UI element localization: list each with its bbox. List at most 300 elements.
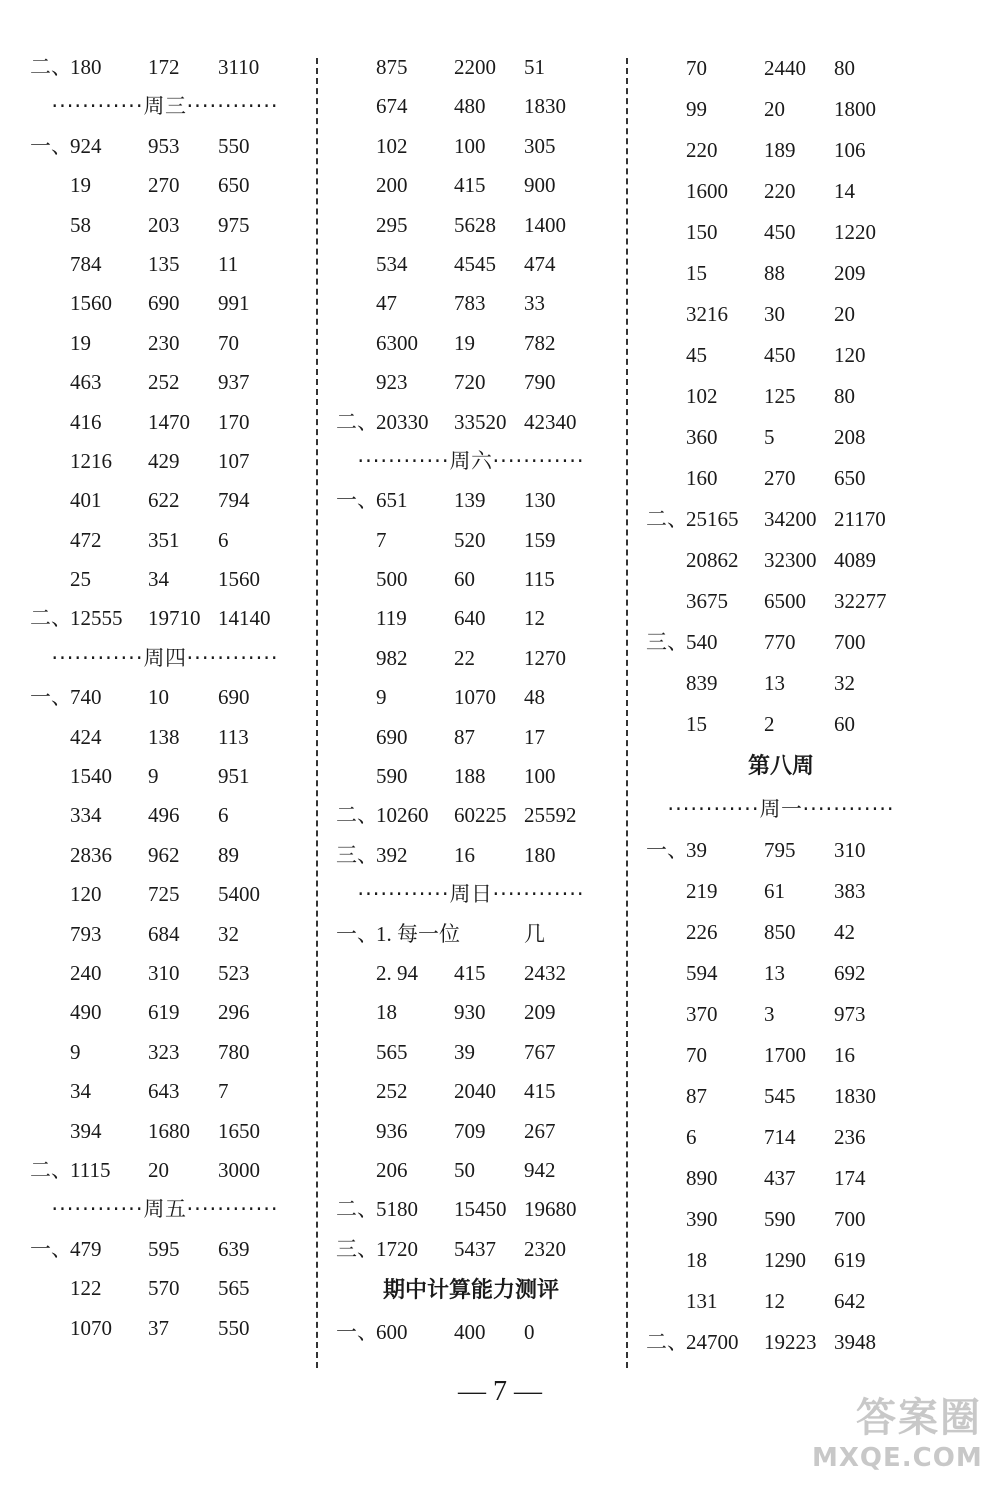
answer-value: 34200 (764, 507, 817, 531)
answer-value: 2320 (524, 1236, 566, 1261)
answer-value: 13 (764, 961, 785, 985)
answer-value: 3110 (218, 55, 260, 79)
answer-value: 295 (376, 212, 408, 237)
answer-value: 172 (148, 55, 180, 79)
answer-row (336, 87, 606, 126)
answer-value: 550 (218, 1315, 250, 1340)
answer-value: 474 (524, 251, 556, 276)
answer-value: 565 (218, 1276, 250, 1301)
dotted-leader: ············ (357, 448, 450, 473)
answer-value: 22 (454, 645, 475, 670)
page-footer: — 7 — (458, 1376, 542, 1407)
answer-row (646, 953, 916, 994)
answer-value: 3675 (686, 589, 728, 613)
answer-value: 1115 (70, 1157, 111, 1182)
answer-value: 7 (218, 1079, 229, 1104)
answer-value: 20862 (686, 548, 739, 572)
answer-value: 4545 (454, 251, 496, 276)
answer-value: 429 (148, 448, 180, 473)
answer-value: 6 (218, 527, 229, 552)
answer-row (30, 1151, 300, 1190)
answer-value: 684 (148, 921, 180, 946)
answer-value: 30 (764, 302, 785, 326)
answer-value: 12 (524, 606, 545, 631)
answer-value: 5437 (454, 1236, 496, 1261)
answer-value: 924 (70, 133, 102, 158)
answer-value: 650 (834, 466, 866, 490)
answer-value: 305 (524, 133, 556, 158)
answer-value: 565 (376, 1039, 408, 1064)
answer-value: 5400 (218, 882, 260, 907)
answer-row (30, 206, 300, 245)
answer-row (336, 403, 606, 442)
answer-value: 1830 (834, 1084, 876, 1108)
answer-value: 930 (454, 1000, 486, 1025)
section-label: 二、 (336, 803, 378, 828)
answer-row (646, 89, 916, 130)
day-separator (336, 875, 606, 914)
answer-value: 923 (376, 370, 408, 395)
answer-value: 2040 (454, 1079, 496, 1104)
answer-row (336, 481, 606, 520)
answer-value: 14 (834, 179, 855, 203)
answer-row (646, 1076, 916, 1117)
column-divider (626, 58, 628, 1368)
answer-row (646, 130, 916, 171)
answer-row (30, 757, 300, 796)
answer-row (30, 1112, 300, 1151)
answer-row (30, 245, 300, 284)
answer-row (336, 599, 606, 638)
answer-value: 203 (148, 212, 180, 237)
answer-value: 463 (70, 370, 102, 395)
answer-value: 24700 (686, 1330, 739, 1354)
answer-row (646, 212, 916, 253)
answer-value: 600 (376, 1320, 408, 1345)
answer-value: 119 (376, 606, 407, 631)
watermark-logo (812, 1386, 982, 1474)
answer-value: 139 (454, 488, 486, 513)
answer-value: 39 (454, 1039, 475, 1064)
answer-value: 875 (376, 55, 408, 79)
answer-value: 9 (70, 1039, 81, 1064)
answer-row (646, 1322, 916, 1363)
day-title: 周一 (759, 797, 803, 821)
answer-value: 1290 (764, 1248, 806, 1272)
answer-row (646, 622, 916, 663)
section-label: 一、 (646, 838, 688, 862)
answer-value: 113 (218, 724, 249, 749)
answer-value: 50 (454, 1157, 475, 1182)
answer-value: 700 (834, 1207, 866, 1231)
answer-value: 480 (454, 94, 486, 119)
answer-value: 45 (686, 343, 707, 367)
answer-value: 674 (376, 94, 408, 119)
answer-value: 1070 (70, 1315, 112, 1340)
answer-value: 310 (834, 838, 866, 862)
answer-value: 3 (764, 1002, 775, 1026)
answer-value: 590 (376, 764, 408, 789)
answer-value: 782 (524, 330, 556, 355)
answer-value: 88 (764, 261, 785, 285)
answer-row (30, 521, 300, 560)
day-title: 周四 (143, 645, 187, 670)
answer-value: 2200 (454, 55, 496, 79)
answer-value: 70 (218, 330, 239, 355)
answer-value: 20 (764, 97, 785, 121)
answer-value: 390 (686, 1207, 718, 1231)
watermark-url: MXQE.COM (812, 1443, 983, 1473)
answer-value: 51 (524, 55, 545, 79)
answer-value: 450 (764, 343, 796, 367)
answer-value: 240 (70, 960, 102, 985)
section-label: 一、 (30, 1236, 72, 1261)
section-label: 二、 (30, 55, 72, 79)
answer-value: 490 (70, 1000, 102, 1025)
answer-row (646, 663, 916, 704)
answer-value: 18 (686, 1248, 707, 1272)
section-label: 三、 (336, 1236, 378, 1261)
answer-row (646, 830, 916, 871)
answer-value: 424 (70, 724, 102, 749)
day-separator (30, 639, 300, 678)
answer-row (646, 1117, 916, 1158)
answer-value: 472 (70, 527, 102, 552)
answer-value: 20 (834, 302, 855, 326)
answer-value: 2440 (764, 56, 806, 80)
answer-row (646, 335, 916, 376)
answer-row (30, 442, 300, 481)
answer-value: 33520 (454, 409, 507, 434)
answer-value: 252 (376, 1079, 408, 1104)
answer-row (646, 171, 916, 212)
answer-value: 14140 (218, 606, 271, 631)
dotted-leader: ············ (186, 94, 279, 119)
answer-row (336, 718, 606, 757)
section-label: 一、 (30, 685, 72, 710)
answer-value: 394 (70, 1118, 102, 1143)
answer-row (646, 1199, 916, 1240)
answer-value: 690 (376, 724, 408, 749)
answer-value: 19710 (148, 606, 201, 631)
answer-value: 900 (524, 173, 556, 198)
answer-value: 437 (764, 1166, 796, 1190)
answer-value: 595 (148, 1236, 180, 1261)
answer-value: 639 (218, 1236, 250, 1261)
answer-row (30, 796, 300, 835)
answer-value: 107 (218, 448, 250, 473)
answer-row (336, 245, 606, 284)
answer-value: 159 (524, 527, 556, 552)
answer-value: 937 (218, 370, 250, 395)
answer-value: 400 (454, 1320, 486, 1345)
dotted-leader: ············ (802, 797, 895, 821)
answer-value: 690 (218, 685, 250, 710)
answer-value: 16 (834, 1043, 855, 1067)
answer-value: 1560 (70, 291, 112, 316)
answer-value: 70 (686, 1043, 707, 1067)
answer-value: 415 (454, 960, 486, 985)
answer-row (336, 639, 606, 678)
answer-row (646, 871, 916, 912)
answer-value: 1680 (148, 1118, 190, 1143)
answer-value: 170 (218, 409, 250, 434)
page-number: 7 (493, 1376, 507, 1407)
answer-value: 39 (686, 838, 707, 862)
answer-value: 3000 (218, 1157, 260, 1182)
dotted-leader: ············ (492, 448, 585, 473)
answer-value: 32300 (764, 548, 817, 572)
answer-value: 几 (524, 921, 545, 946)
section-label: 二、 (30, 606, 72, 631)
answer-value: 700 (834, 630, 866, 654)
answer-value: 32277 (834, 589, 887, 613)
answer-value: 709 (454, 1118, 486, 1143)
answer-value: 25 (70, 567, 91, 592)
answer-row (336, 1072, 606, 1111)
answer-value: 2432 (524, 960, 566, 985)
answer-value: 622 (148, 488, 180, 513)
answer-value: 450 (764, 220, 796, 244)
answer-value: 942 (524, 1157, 556, 1182)
answer-value: 523 (218, 960, 250, 985)
day-title: 周六 (449, 448, 493, 473)
answer-row (30, 1230, 300, 1269)
answer-value: 6 (686, 1125, 697, 1149)
answer-value: 323 (148, 1039, 180, 1064)
section-label: 一、 (30, 133, 72, 158)
answer-value: 839 (686, 671, 718, 695)
answer-value: 1216 (70, 448, 112, 473)
answer-value: 25165 (686, 507, 739, 531)
answer-value: 3216 (686, 302, 728, 326)
answer-value: 1070 (454, 685, 496, 710)
answer-value: 973 (834, 1002, 866, 1026)
answer-value: 720 (454, 370, 486, 395)
answer-value: 0 (524, 1320, 535, 1345)
answer-row (646, 458, 916, 499)
answer-value: 209 (834, 261, 866, 285)
section-label: 二、 (646, 507, 688, 531)
answer-row (336, 1313, 606, 1352)
answer-value: 1830 (524, 94, 566, 119)
dotted-leader: ············ (51, 94, 144, 119)
answer-row (336, 1033, 606, 1072)
section-label: 二、 (336, 1197, 378, 1222)
answer-value: 795 (764, 838, 796, 862)
section-heading: 第八周 (747, 754, 814, 779)
answer-value: 120 (834, 343, 866, 367)
answer-value: 570 (148, 1276, 180, 1301)
answer-value: 89 (218, 842, 239, 867)
answer-row (336, 915, 606, 954)
answer-value: 99 (686, 97, 707, 121)
answer-value: 991 (218, 291, 250, 316)
answer-row (646, 994, 916, 1035)
answer-row (30, 1269, 300, 1308)
answer-value: 15 (686, 261, 707, 285)
answer-row (336, 836, 606, 875)
answer-value: 650 (218, 173, 250, 198)
answer-value: 725 (148, 882, 180, 907)
answer-value: 270 (764, 466, 796, 490)
answer-value: 20330 (376, 409, 429, 434)
answer-value: 1470 (148, 409, 190, 434)
answer-value: 890 (686, 1166, 718, 1190)
answer-value: 714 (764, 1125, 796, 1149)
answer-value: 236 (834, 1125, 866, 1149)
answer-value: 740 (70, 685, 102, 710)
answer-value: 130 (524, 488, 556, 513)
answer-row (646, 499, 916, 540)
answer-value: 125 (764, 384, 796, 408)
answer-column-3 (646, 48, 916, 1363)
answer-value: 19680 (524, 1197, 577, 1222)
answer-value: 220 (686, 138, 718, 162)
answer-value: 1720 (376, 1236, 418, 1261)
column-divider (316, 58, 318, 1368)
answer-value: 106 (834, 138, 866, 162)
answer-row (336, 757, 606, 796)
dotted-leader: ············ (51, 1197, 144, 1222)
answer-value: 9 (148, 764, 159, 789)
answer-value: 1800 (834, 97, 876, 121)
answer-value: 416 (70, 409, 102, 434)
answer-row (336, 284, 606, 323)
answer-value: 230 (148, 330, 180, 355)
answer-value: 189 (764, 138, 796, 162)
answer-row (646, 48, 916, 89)
answer-row (30, 599, 300, 638)
answer-value: 1. 每一位 (376, 921, 460, 946)
answer-value: 174 (834, 1166, 866, 1190)
answer-row (336, 206, 606, 245)
answer-value: 80 (834, 56, 855, 80)
answer-value: 206 (376, 1157, 408, 1182)
answer-row (646, 912, 916, 953)
answer-value: 415 (454, 173, 486, 198)
answer-value: 18 (376, 1000, 397, 1025)
answer-value: 87 (686, 1084, 707, 1108)
answer-value: 34 (70, 1079, 91, 1104)
answer-value: 33 (524, 291, 545, 316)
answer-value: 594 (686, 961, 718, 985)
answer-value: 47 (376, 291, 397, 316)
section-label: 三、 (646, 630, 688, 654)
answer-value: 19 (454, 330, 475, 355)
answer-value: 392 (376, 842, 408, 867)
answer-value: 351 (148, 527, 180, 552)
section-label: 一、 (336, 488, 378, 513)
answer-value: 619 (834, 1248, 866, 1272)
answer-row (30, 954, 300, 993)
answer-row (30, 875, 300, 914)
answer-value: 640 (454, 606, 486, 631)
answer-row (30, 560, 300, 599)
answer-value: 25592 (524, 803, 577, 828)
answer-value: 642 (834, 1289, 866, 1313)
answer-value: 70 (686, 56, 707, 80)
answer-row (30, 324, 300, 363)
answer-value: 1700 (764, 1043, 806, 1067)
answer-row (336, 363, 606, 402)
answer-row (30, 166, 300, 205)
answer-value: 783 (454, 291, 486, 316)
answer-value: 270 (148, 173, 180, 198)
answer-row (336, 1151, 606, 1190)
answer-value: 360 (686, 425, 718, 449)
answer-value: 545 (764, 1084, 796, 1108)
section-label: 一、 (336, 1320, 378, 1345)
day-separator (336, 442, 606, 481)
answer-row (336, 166, 606, 205)
answer-row (336, 324, 606, 363)
answer-value: 5 (764, 425, 775, 449)
answer-row (646, 376, 916, 417)
answer-value: 6 (218, 803, 229, 828)
answer-row (30, 1309, 300, 1348)
day-title: 周五 (143, 1197, 187, 1222)
answer-value: 794 (218, 488, 250, 513)
answer-row (336, 1230, 606, 1269)
answer-value: 1220 (834, 220, 876, 244)
dotted-leader: ············ (186, 1197, 279, 1222)
answer-value: 102 (376, 133, 408, 158)
answer-row (336, 521, 606, 560)
answer-row (336, 127, 606, 166)
answer-row (646, 1158, 916, 1199)
answer-row (646, 704, 916, 745)
answer-value: 415 (524, 1079, 556, 1104)
answer-value: 520 (454, 527, 486, 552)
answer-value: 20 (148, 1157, 169, 1182)
day-title: 周三 (143, 94, 187, 119)
answer-row (646, 294, 916, 335)
answer-value: 10 (148, 685, 169, 710)
answer-row (30, 836, 300, 875)
answer-value: 131 (686, 1289, 718, 1313)
answer-value: 180 (524, 842, 556, 867)
answer-value: 60 (834, 712, 855, 736)
answer-value: 200 (376, 173, 408, 198)
answer-value: 692 (834, 961, 866, 985)
answer-value: 13 (764, 671, 785, 695)
answer-value: 951 (218, 764, 250, 789)
answer-value: 975 (218, 212, 250, 237)
answer-row (30, 993, 300, 1032)
answer-row (30, 481, 300, 520)
answer-row (336, 1190, 606, 1229)
answer-value: 252 (148, 370, 180, 395)
answer-value: 19 (70, 330, 91, 355)
answer-value: 651 (376, 488, 408, 513)
answer-row (30, 678, 300, 717)
dotted-leader: ············ (667, 797, 760, 821)
answer-value: 6300 (376, 330, 418, 355)
answer-value: 540 (686, 630, 718, 654)
answer-value: 21170 (834, 507, 886, 531)
answer-value: 962 (148, 842, 180, 867)
answer-value: 500 (376, 567, 408, 592)
answer-value: 784 (70, 251, 102, 276)
answer-value: 220 (764, 179, 796, 203)
answer-row (30, 48, 300, 87)
answer-value: 534 (376, 251, 408, 276)
answer-value: 5180 (376, 1197, 418, 1222)
answer-row (646, 1035, 916, 1076)
answer-value: 135 (148, 251, 180, 276)
answer-value: 267 (524, 1118, 556, 1143)
